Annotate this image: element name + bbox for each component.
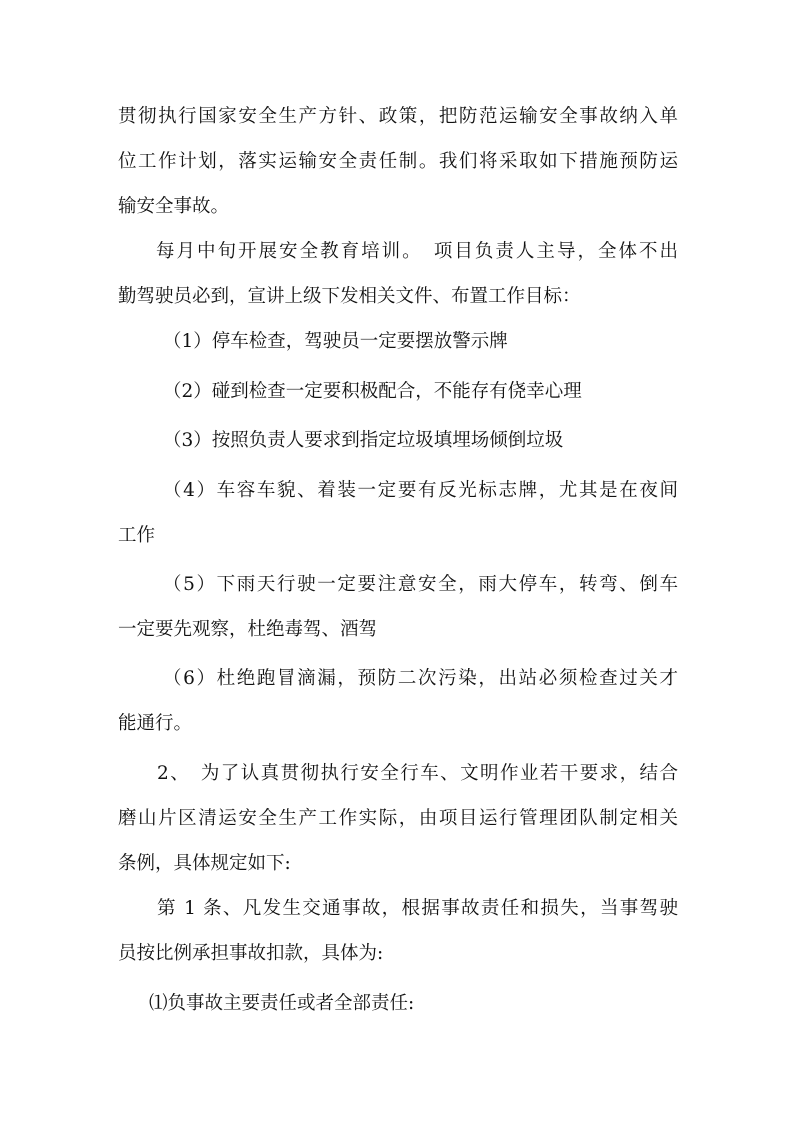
paragraph-line: 贯彻执行国家安全生产方针、政策，把防范运输安全事故纳入单	[118, 106, 678, 127]
list-item: （5）下雨天行驶一定要注意安全，雨大停车，转弯、倒车	[163, 574, 678, 595]
list-item: （2）碰到检查一定要积极配合，不能存有侥幸心理	[163, 381, 582, 402]
list-item: （1）停车检查，驾驶员一定要摆放警示牌	[163, 331, 508, 352]
list-item-continuation: 能通行。	[118, 713, 193, 734]
paragraph-line: 磨山片区清运安全生产工作实际，由项目运行管理团队制定相关	[118, 808, 678, 829]
list-item-continuation: 工作	[118, 525, 156, 546]
paragraph-line: ⑴负事故主要责任或者全部责任:	[149, 993, 415, 1014]
paragraph-line: 员按比例承担事故扣款，具体为:	[118, 943, 384, 964]
list-item-continuation: 一定要先观察，杜绝毒驾、酒驾	[118, 619, 378, 640]
paragraph-line: 每月中旬开展安全教育培训。 项目负责人主导，全体不出	[156, 241, 678, 262]
list-item: （4）车容车貌、着装一定要有反光标志牌，尤其是在夜间	[163, 480, 678, 501]
paragraph-line: 输安全事故。	[118, 196, 230, 217]
paragraph-line: 位工作计划，落实运输安全责任制。我们将采取如下措施预防运	[118, 151, 678, 172]
list-item: （3）按照负责人要求到指定垃圾填埋场倾倒垃圾	[163, 430, 564, 451]
list-item: （6）杜绝跑冒滴漏，预防二次污染，出站必须检查过关才	[163, 668, 678, 689]
paragraph-line: 勤驾驶员必到，宣讲上级下发相关文件、布置工作目标：	[118, 286, 581, 307]
paragraph-line: 条例，具体规定如下:	[118, 853, 291, 874]
paragraph-line: 2、 为了认真贯彻执行安全行车、文明作业若干要求，结合	[157, 763, 678, 784]
paragraph-line: 第 1 条、凡发生交通事故，根据事故责任和损失，当事驾驶	[157, 898, 678, 919]
